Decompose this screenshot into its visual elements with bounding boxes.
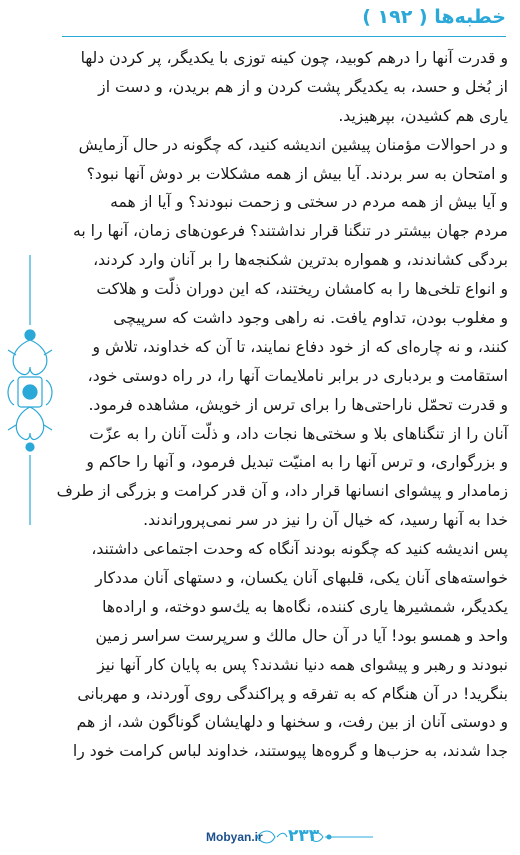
text-line: خواسته‌های آنان یکی، قلبهای آنان یکسان، و دستهای آنان مددکار — [95, 569, 508, 588]
arabesque-ornament-icon — [2, 255, 58, 525]
text-line: نبودند و رهبر و پیشوای همه دنیا نشدند؟ پس به پایان کار آنها نیز — [97, 655, 508, 674]
text-line: بنگرید! در آن هنگام که به تفرقه و پراکندگی روی آوردند، و مهربانی — [77, 684, 508, 703]
text-line: یکدیگر، شمشیرها یاری کننده، نگاه‌ها به یك‌سو دوخته، و اراده‌ها — [102, 597, 508, 616]
text-line: و قدرت آنها را درهم کوبید، چون کینه توزی با یکدیگر، پر کردن دلها — [80, 49, 508, 67]
text-line: و در احوالات مؤمنان پیشین اندیشه کنید، که چگونه در حال آزمایش — [78, 135, 508, 154]
text-line: مردم جهان بیشتر در تنگنا قرار نداشتند؟ فرعون‌های زمان، آنها را به — [72, 222, 508, 241]
chapter-title: خطبه‌ها ( ۱۹۲ ) — [362, 6, 506, 28]
text-line: و دوستی آنان از بین رفت، و سخنها و دلهایشان گوناگون شد، از هم — [76, 713, 508, 732]
page-footer — [0, 824, 520, 854]
site-watermark: Mobyan.ir — [206, 830, 263, 844]
text-line: آنان را از تنگناهای بلا و سختی‌ها نجات داد، و ذلّت آنان را به عزّت — [89, 424, 508, 443]
text-line: و بزرگواری، و ترس آنها را به امنیّت تبدیل فرمود، و آنها را حاکم و — [86, 453, 508, 472]
text-line: و انواع تلخی‌ها را به کامشان ریختند، که این دوران ذلّت و هلاکت — [96, 280, 508, 299]
text-line: و امتحان به سر بردند. آیا بیش از همه مشکلات بر دوش آنها نبود؟ — [86, 164, 508, 183]
text-line: و آیا بیش از همه مردم در سختی و زحمت نبودند؟ و آیا از همه — [110, 193, 508, 212]
text-line: پس اندیشه کنید که چگونه بودند آنگاه که وحدت اجتماعی داشتند، — [91, 540, 508, 559]
text-line: و مغلوب بودن، تداوم یافت. نه راهی وجود داشت که سرپیچی — [113, 309, 508, 328]
text-line: از بُخل و حسد، به یکدیگر پشت کردن و از هم بریدن، و دست از — [98, 77, 508, 96]
text-line: خدا به آنها رسید، که خیال آن را نیز در سر نمی‌پروراندند. — [143, 511, 508, 530]
header-rule — [62, 36, 506, 37]
text-line: استقامت و بردباری در برابر ناملایمات آنها را، در راه دوستی خود، — [87, 366, 508, 385]
text-line: کنند، و نه چاره‌ای که از خود دفاع نمایند، تا آن که خداوند، تلاش و — [92, 337, 508, 356]
text-line: بردگی کشاندند، و همواره بدترین شکنجه‌ها را بر آنان وارد کردند، — [93, 251, 508, 270]
page-number: ۲۳۳ — [288, 826, 320, 846]
text-line: یاری هم کشیدن، بپرهیزید. — [338, 106, 508, 125]
body-text — [56, 44, 508, 766]
text-line: جدا شدند، به حزب‌ها و گروه‌ها پیوستند، خداوند لباس کرامت خود را — [72, 742, 508, 761]
text-line: و قدرت تحمّل ناراحتی‌ها را برای ترس از خویش، مشاهده فرمود. — [88, 395, 508, 414]
text-line: واحد و همسو بود! آیا در آن حال مالك و سرپرست سراسر زمین — [95, 626, 508, 645]
text-line: زمامدار و پیشوای انسانها قرار داد، و آن قدر کرامت و بزرگی از طرف — [56, 482, 508, 501]
page-header — [0, 0, 520, 38]
